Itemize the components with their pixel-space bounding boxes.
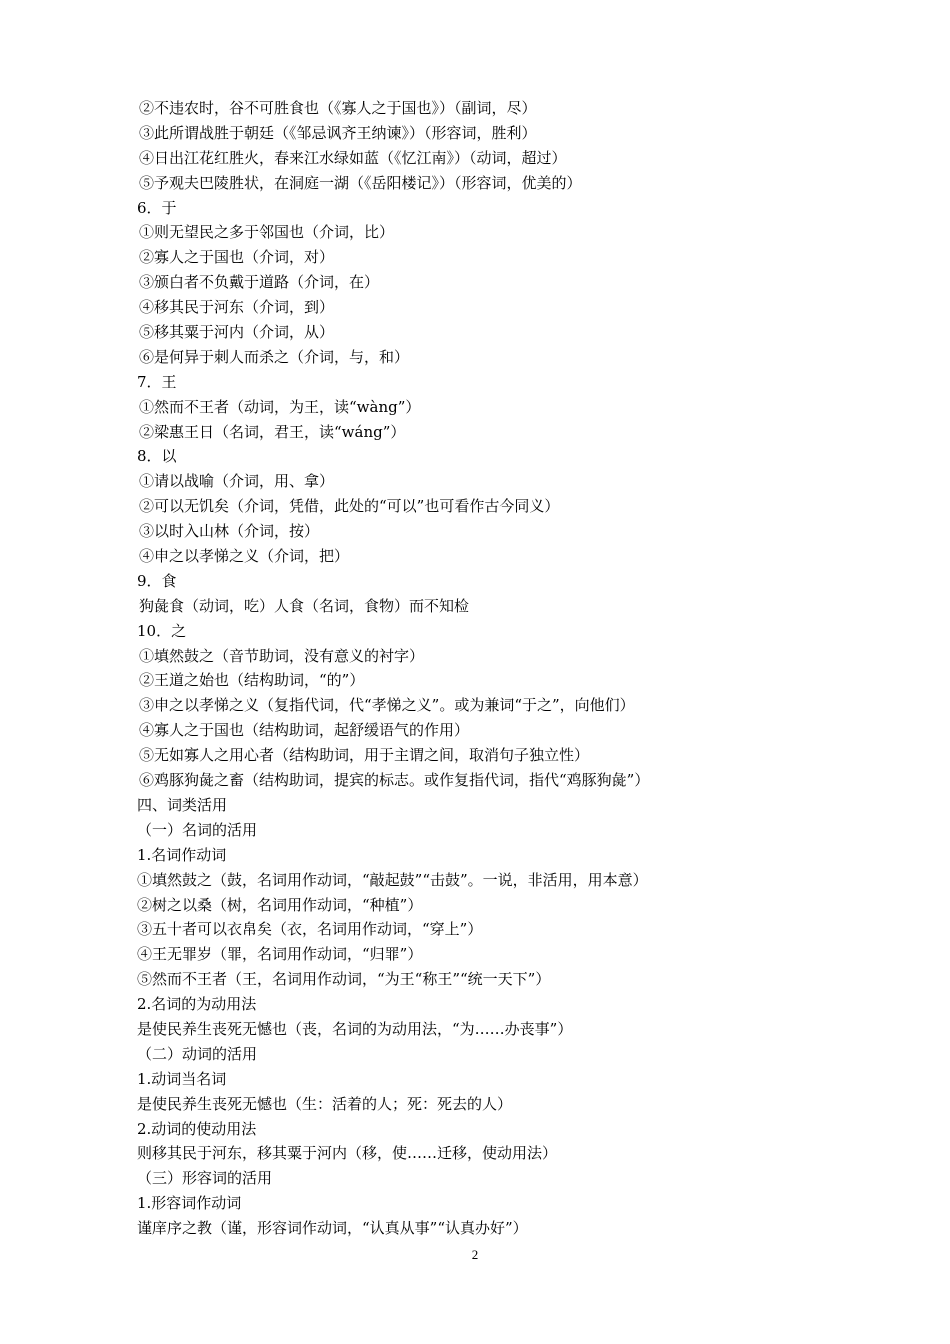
section-line: 四、词类活用 [137, 795, 228, 814]
section-line: 1.名词作动词 [137, 845, 227, 864]
list-item: ③颁白者不负戴于道路（介词，在） [139, 273, 380, 292]
section-line: 1.动词当名词 [137, 1069, 227, 1088]
list-item: ⑥鸡豚狗彘之畜（结构助词，提宾的标志。或作复指代词，指代“鸡豚狗彘”） [139, 771, 650, 790]
list-item: ②可以无饥矣（介词，凭借，此处的“可以”也可看作古今同义） [139, 497, 560, 516]
section-line: 8．以 [137, 447, 177, 466]
page-content [137, 96, 897, 1241]
section-line: 是使民养生丧死无憾也（丧，名词的为动用法，“为……办丧事”） [137, 1019, 573, 1038]
section-line: ④王无罪岁（罪，名词用作动词，“归罪”） [137, 945, 423, 964]
section-line: 9．食 [137, 571, 177, 590]
list-item: ③此所谓战胜于朝廷（《邹忌讽齐王纳谏》）（形容词，胜利） [139, 123, 537, 142]
section-line: ①填然鼓之（鼓，名词用作动词，“敲起鼓”“击鼓”。一说，非活用，用本意） [137, 870, 648, 889]
list-item: ④日出江花红胜火，春来江水绿如蓝（《忆江南》）（动词，超过） [139, 148, 567, 167]
section-line: 2.名词的为动用法 [137, 995, 257, 1014]
list-item: ⑤予观夫巴陵胜状，在洞庭一湖（《岳阳楼记》）（形容词，优美的） [139, 173, 582, 192]
section-line: （二）动词的活用 [137, 1044, 258, 1063]
section-line: ⑤然而不王者（王，名词用作动词，“为王“称王”“统一天下”） [137, 970, 551, 989]
section-line: 2.动词的使动用法 [137, 1119, 257, 1138]
list-item: ⑥是何异于刺人而杀之（介词，与，和） [139, 347, 410, 366]
list-item: ①填然鼓之（音节助词，没有意义的衬字） [139, 646, 425, 665]
section-line: 7．王 [137, 372, 177, 391]
list-item: ②不违农时，谷不可胜食也（《寡人之于国也》）（副词，尽） [139, 99, 537, 117]
section-line: 6．于 [137, 198, 177, 217]
section-line: 谨庠序之教（谨，形容词作动词，“认真从事”“认真办好”） [137, 1219, 528, 1238]
list-item: 狗彘食（动词，吃）人食（名词，食物）而不知检 [139, 596, 470, 615]
list-item: ④申之以孝悌之义（介词，把） [139, 547, 350, 566]
section-line: ③五十者可以衣帛矣（衣，名词用作动词，“穿上”） [137, 920, 483, 939]
list-item: ①请以战喻（介词，用、拿） [139, 472, 335, 491]
list-item: ②王道之始也（结构助词，“的”） [139, 671, 365, 690]
list-item: ⑤移其粟于河内（介词，从） [139, 323, 335, 342]
section-line: 1.形容词作动词 [137, 1194, 242, 1213]
list-item: ⑤无如寡人之用心者（结构助词，用于主谓之间，取消句子独立性） [139, 746, 590, 765]
list-item: ①则无望民之多于邻国也（介词，比） [139, 223, 395, 242]
section-line: 10．之 [137, 621, 187, 640]
section-line: 则移其民于河东，移其粟于河内（移，使……迁移，使动用法） [137, 1144, 558, 1163]
list-item: ①然而不王者（动词，为王，读“wàng”） [139, 397, 421, 416]
list-item: ③以时入山林（介词，按） [139, 522, 320, 541]
list-item: ④寡人之于国也（结构助词，起舒缓语气的作用） [139, 721, 470, 740]
section-line: （一）名词的活用 [137, 820, 258, 839]
list-item: ②寡人之于国也（介词，对） [139, 248, 335, 267]
section-line: ②树之以桑（树，名词用作动词，“种植”） [137, 895, 423, 914]
list-item: ③申之以孝悌之义（复指代词，代“孝悌之义”。或为兼词“于之”，向他们） [139, 696, 635, 715]
section-line: 是使民养生丧死无憾也（生：活着的人；死：死去的人） [137, 1094, 513, 1113]
list-item: ④移其民于河东（介词，到） [139, 298, 335, 317]
section-line: （三）形容词的活用 [137, 1169, 273, 1188]
list-item: ②梁惠王日（名词，君王，读“wáng”） [139, 422, 406, 441]
page-number: 2 [471, 1247, 479, 1262]
